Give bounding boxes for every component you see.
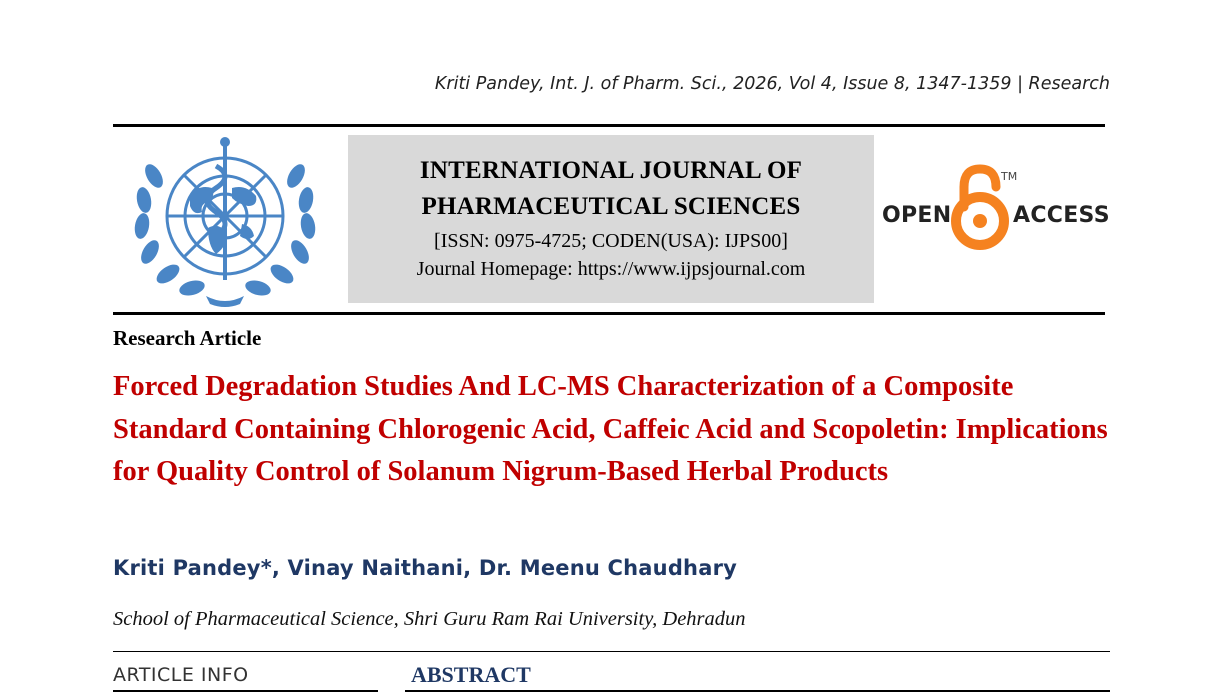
open-access-open-label: OPEN: [882, 203, 952, 228]
running-head: Kriti Pandey, Int. J. of Pharm. Sci., 2026, Vol 4, Issue 8, 1347-1359 | Research: [434, 74, 1110, 94]
trademark-mark: TM: [1001, 170, 1018, 183]
journal-name-line1: INTERNATIONAL JOURNAL OF: [419, 157, 803, 184]
header-rule-top: [113, 124, 1105, 127]
journal-issn: [ISSN: 0975-4725; CODEN(USA): IJPS00]: [434, 230, 788, 252]
abstract-heading: ABSTRACT: [411, 662, 531, 687]
journal-name: [348, 153, 874, 225]
journal-masthead: [348, 135, 874, 303]
header-rule-bottom: [113, 312, 1105, 315]
section-divider: [113, 651, 1110, 652]
article-info-underline: [113, 690, 378, 692]
open-access-access-label: ACCESS: [1013, 203, 1110, 228]
journal-name-line2: PHARMACEUTICAL SCIENCES: [421, 193, 801, 220]
article-info-heading: ARTICLE INFO: [113, 664, 249, 686]
journal-homepage: Journal Homepage: https://www.ijpsjournal.com: [416, 258, 806, 280]
article-title: Forced Degradation Studies And LC-MS Characterization of a Composite Standard Containing Chlorogenic Acid, Caffeic Acid and Scopoletin: Implications for Quality Control of Solanum Nigrum-Based Herbal Products: [113, 371, 1108, 487]
article-type: Research Article: [113, 326, 262, 350]
un-emblem-icon: [124, 136, 326, 308]
author-affiliation: School of Pharmaceutical Science, Shri Guru Ram Rai University, Dehradun: [113, 608, 746, 630]
abstract-underline: [405, 690, 1110, 692]
author-list: Kriti Pandey*, Vinay Naithani, Dr. Meenu Chaudhary: [113, 556, 738, 580]
